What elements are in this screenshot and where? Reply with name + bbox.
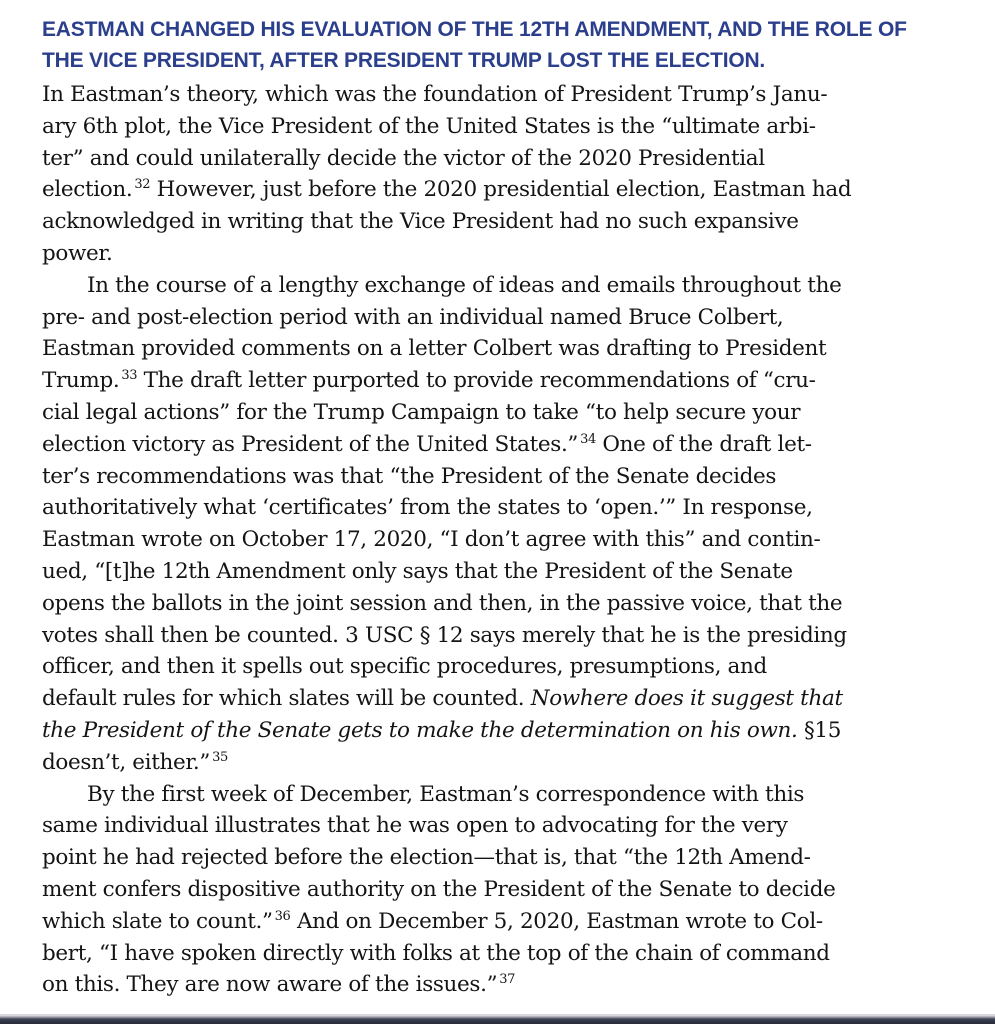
text-line: ment confers dispositive authority on the President of the Senate to decide: [42, 876, 836, 902]
section-heading: [42, 14, 942, 76]
text-fragment: §15: [797, 717, 842, 743]
text-line: authoritatively what ‘certificates’ from the states to ‘open.’” In response,: [42, 495, 813, 521]
paragraph-3: [42, 779, 942, 1002]
footnote-ref-34: 34: [580, 431, 596, 447]
text-line: Eastman wrote on October 17, 2020, “I don’t agree with this” and contin-: [42, 527, 821, 553]
text-line: Eastman provided comments on a letter Colbert was drafting to President: [42, 336, 827, 362]
footnote-ref-36: 36: [274, 908, 291, 924]
text-line: [42, 365, 942, 397]
text-line: officer, and then it spells out specific procedures, presumptions, and: [42, 654, 767, 680]
paragraph-1: [42, 79, 942, 270]
text-fragment: on this. They are now aware of the issues.”: [42, 972, 498, 998]
footnote-ref-35: 35: [212, 749, 228, 765]
text-fragment: doesn’t, either.”: [42, 749, 211, 775]
text-fragment: One of the draft let-: [595, 431, 812, 457]
heading-line: THE VICE PRESIDENT, AFTER PRESIDENT TRUMP LOST THE ELECTION.: [42, 49, 766, 72]
text-fragment: default rules for which slates will be counted.: [42, 686, 531, 712]
text-line: [42, 747, 942, 779]
text-line: pre- and post-election period with an individual named Bruce Colbert,: [42, 304, 784, 330]
text-line: opens the ballots in the joint session and then, in the passive voice, that the: [42, 590, 843, 616]
text-line: ued, “[t]he 12th Amendment only says that the President of the Senate: [42, 558, 793, 584]
text-line: point he had rejected before the election—that is, that “the 12th Amend-: [42, 845, 811, 871]
text-line: ter’s recommendations was that “the President of the Senate decides: [42, 463, 777, 489]
paragraph-2: [42, 270, 942, 779]
footnote-ref-33: 33: [121, 368, 138, 384]
heading-line: EASTMAN CHANGED HIS EVALUATION OF THE 12TH AMENDMENT, AND THE ROLE OF: [42, 18, 907, 41]
text-line: [42, 969, 942, 1001]
text-fragment: which slate to count.”: [42, 908, 273, 934]
text-fragment: And on December 5, 2020, Eastman wrote to Col-: [290, 908, 823, 934]
text-line: [42, 683, 942, 715]
text-line: By the first week of December, Eastman’s correspondence with this: [87, 781, 805, 807]
text-line: acknowledged in writing that the Vice President had no such expansive: [42, 209, 799, 235]
footnote-ref-37: 37: [499, 972, 516, 988]
document-content: [42, 14, 942, 1001]
text-line: votes shall then be counted. 3 USC § 12 says merely that he is the presiding: [42, 622, 847, 648]
text-fragment: Trump.: [42, 368, 120, 394]
text-fragment: The draft letter purported to provide recommendations of “cru-: [137, 368, 816, 394]
text-line: ter” and could unilaterally decide the victor of the 2020 Presidential: [42, 145, 765, 171]
viewer-bottom-bar: [0, 1016, 995, 1024]
text-line: In Eastman’s theory, which was the foundation of President Trump’s Janu-: [42, 82, 828, 107]
text-line: ary 6th plot, the Vice President of the United States is the “ultimate arbi-: [42, 113, 816, 139]
text-line: [42, 174, 942, 206]
text-line: cial legal actions” for the Trump Campaign to take “to help secure your: [42, 399, 801, 425]
text-line: [42, 906, 942, 938]
footnote-ref-32: 32: [134, 177, 151, 193]
text-fragment: election victory as President of the United States.”: [42, 431, 579, 457]
text-line: bert, “I have spoken directly with folks at the top of the chain of command: [42, 940, 830, 966]
text-line: power.: [42, 240, 113, 266]
text-line: [42, 715, 942, 747]
italic-quote: the President of the Senate gets to make the determination on his own.: [42, 717, 798, 743]
text-fragment: However, just before the 2020 presidential election, Eastman had: [150, 177, 852, 203]
text-line: same individual illustrates that he was open to advocating for the very: [42, 813, 788, 839]
text-line: [42, 429, 942, 461]
italic-quote: Nowhere does it suggest that: [530, 686, 843, 712]
text-fragment: election.: [42, 177, 133, 203]
text-line: In the course of a lengthy exchange of ideas and emails throughout the: [87, 272, 842, 298]
